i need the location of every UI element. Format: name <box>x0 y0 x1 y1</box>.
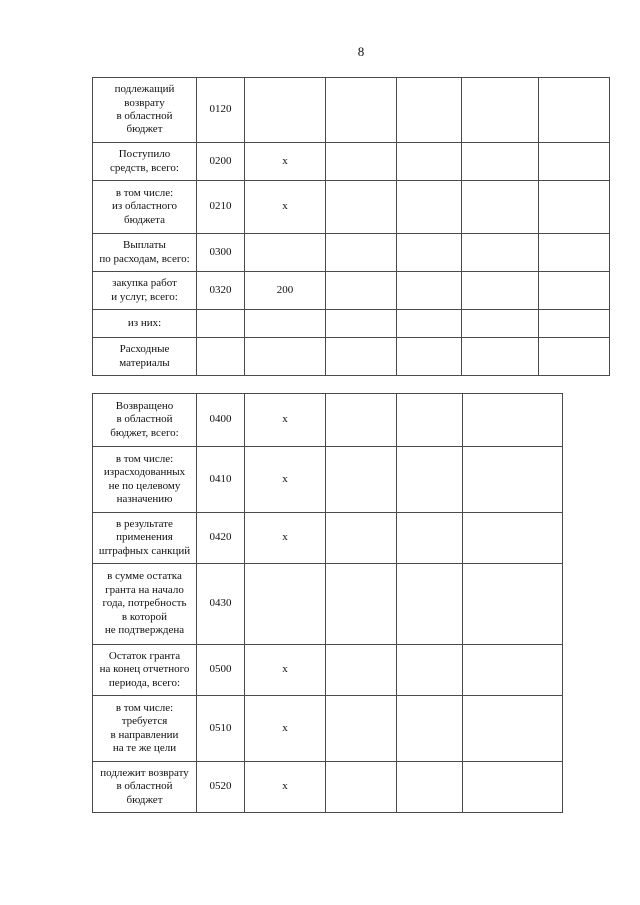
row-label: в том числе: израсходованных не по целевому назначению <box>103 452 186 505</box>
value-cell <box>326 338 397 376</box>
value-cell: x <box>245 143 326 181</box>
value-cell <box>462 78 539 143</box>
row-label: закупка работ и услуг, всего: <box>111 277 178 303</box>
value-cell <box>397 181 462 234</box>
table-row <box>93 696 563 762</box>
value-cell <box>397 338 462 376</box>
row-code: 0430 <box>197 564 245 645</box>
value-cell <box>245 78 326 143</box>
value-cell <box>397 272 462 310</box>
table-row <box>93 645 563 696</box>
value-cell <box>326 762 397 813</box>
value-cell <box>245 234 326 272</box>
row-label-cell <box>93 143 197 181</box>
row-label: Поступило средств, всего: <box>110 148 179 174</box>
row-label: Остаток гранта на конец отчетного периода, всего: <box>99 649 190 689</box>
row-code: 0210 <box>197 181 245 234</box>
value-cell <box>397 513 463 564</box>
value-cell <box>539 310 610 338</box>
value-cell: x <box>245 762 326 813</box>
value-cell <box>463 564 563 645</box>
table-row <box>93 564 563 645</box>
table-row <box>93 181 610 234</box>
value-cell: x <box>245 513 326 564</box>
row-label-cell <box>93 513 197 564</box>
row-label: из них: <box>127 316 162 329</box>
value-cell <box>539 338 610 376</box>
value-cell <box>326 310 397 338</box>
row-code: 0400 <box>197 394 245 447</box>
report-table-continued <box>92 77 610 376</box>
value-cell <box>326 394 397 447</box>
table-row <box>93 272 610 310</box>
value-cell <box>326 447 397 513</box>
row-label-cell <box>93 564 197 645</box>
value-cell <box>463 762 563 813</box>
value-cell <box>539 272 610 310</box>
table-row <box>93 394 563 447</box>
row-code: 0120 <box>197 78 245 143</box>
value-cell <box>539 143 610 181</box>
row-label-cell <box>93 338 197 376</box>
value-cell <box>463 394 563 447</box>
value-cell: 200 <box>245 272 326 310</box>
report-table-returns <box>92 393 563 813</box>
row-label-cell <box>93 310 197 338</box>
row-label-cell <box>93 78 197 143</box>
value-cell <box>326 564 397 645</box>
value-cell <box>245 338 326 376</box>
row-code <box>197 338 245 376</box>
table-row <box>93 310 610 338</box>
row-code: 0320 <box>197 272 245 310</box>
row-label: в том числе: из областного бюджета <box>112 186 177 226</box>
row-label-cell <box>93 181 197 234</box>
value-cell <box>245 310 326 338</box>
value-cell <box>326 78 397 143</box>
row-label: подлежащий возврату в областной бюджет <box>114 83 175 136</box>
value-cell <box>326 234 397 272</box>
row-code <box>197 310 245 338</box>
row-label-cell <box>93 394 197 447</box>
value-cell <box>463 513 563 564</box>
row-label-cell <box>93 645 197 696</box>
value-cell <box>463 645 563 696</box>
value-cell <box>462 181 539 234</box>
row-code: 0300 <box>197 234 245 272</box>
table-row <box>93 78 610 143</box>
row-code: 0410 <box>197 447 245 513</box>
value-cell <box>397 762 463 813</box>
value-cell <box>397 564 463 645</box>
value-cell <box>539 78 610 143</box>
value-cell <box>539 234 610 272</box>
value-cell <box>397 78 462 143</box>
value-cell <box>326 513 397 564</box>
table-row <box>93 513 563 564</box>
row-label-cell <box>93 762 197 813</box>
value-cell <box>539 181 610 234</box>
row-label: в сумме остатка гранта на начало года, потребность в которой не подтверждена <box>102 570 187 637</box>
table-row <box>93 338 610 376</box>
row-label: Расходные материалы <box>119 343 170 369</box>
row-label: подлежит возврату в областной бюджет <box>100 766 189 806</box>
page-number: 8 <box>357 44 365 59</box>
value-cell <box>245 564 326 645</box>
row-code: 0520 <box>197 762 245 813</box>
value-cell <box>397 447 463 513</box>
value-cell <box>462 272 539 310</box>
row-code: 0200 <box>197 143 245 181</box>
table1-body <box>93 78 610 376</box>
row-label-cell <box>93 234 197 272</box>
value-cell: x <box>245 645 326 696</box>
row-label-cell <box>93 272 197 310</box>
row-code: 0500 <box>197 645 245 696</box>
value-cell: x <box>245 394 326 447</box>
table-row <box>93 143 610 181</box>
value-cell <box>462 338 539 376</box>
row-label: в том числе: требуется в направлении на те же цели <box>110 701 179 754</box>
value-cell <box>326 143 397 181</box>
value-cell <box>462 310 539 338</box>
row-label-cell <box>93 447 197 513</box>
row-label: Возвращено в областной бюджет, всего: <box>110 399 179 439</box>
value-cell <box>326 696 397 762</box>
value-cell <box>397 310 462 338</box>
value-cell <box>463 696 563 762</box>
value-cell <box>326 645 397 696</box>
value-cell <box>326 272 397 310</box>
value-cell <box>462 143 539 181</box>
value-cell: x <box>245 696 326 762</box>
value-cell: x <box>245 447 326 513</box>
table-row <box>93 762 563 813</box>
value-cell <box>397 645 463 696</box>
row-code: 0510 <box>197 696 245 762</box>
row-label: в результате применения штрафных санкций <box>98 517 191 557</box>
row-code: 0420 <box>197 513 245 564</box>
value-cell <box>397 696 463 762</box>
value-cell <box>397 394 463 447</box>
value-cell: x <box>245 181 326 234</box>
value-cell <box>462 234 539 272</box>
row-label: Выплаты по расходам, всего: <box>99 239 190 265</box>
value-cell <box>326 181 397 234</box>
row-label-cell <box>93 696 197 762</box>
value-cell <box>397 234 462 272</box>
table2-body <box>93 394 563 813</box>
table-row <box>93 447 563 513</box>
value-cell <box>397 143 462 181</box>
value-cell <box>463 447 563 513</box>
table-row <box>93 234 610 272</box>
